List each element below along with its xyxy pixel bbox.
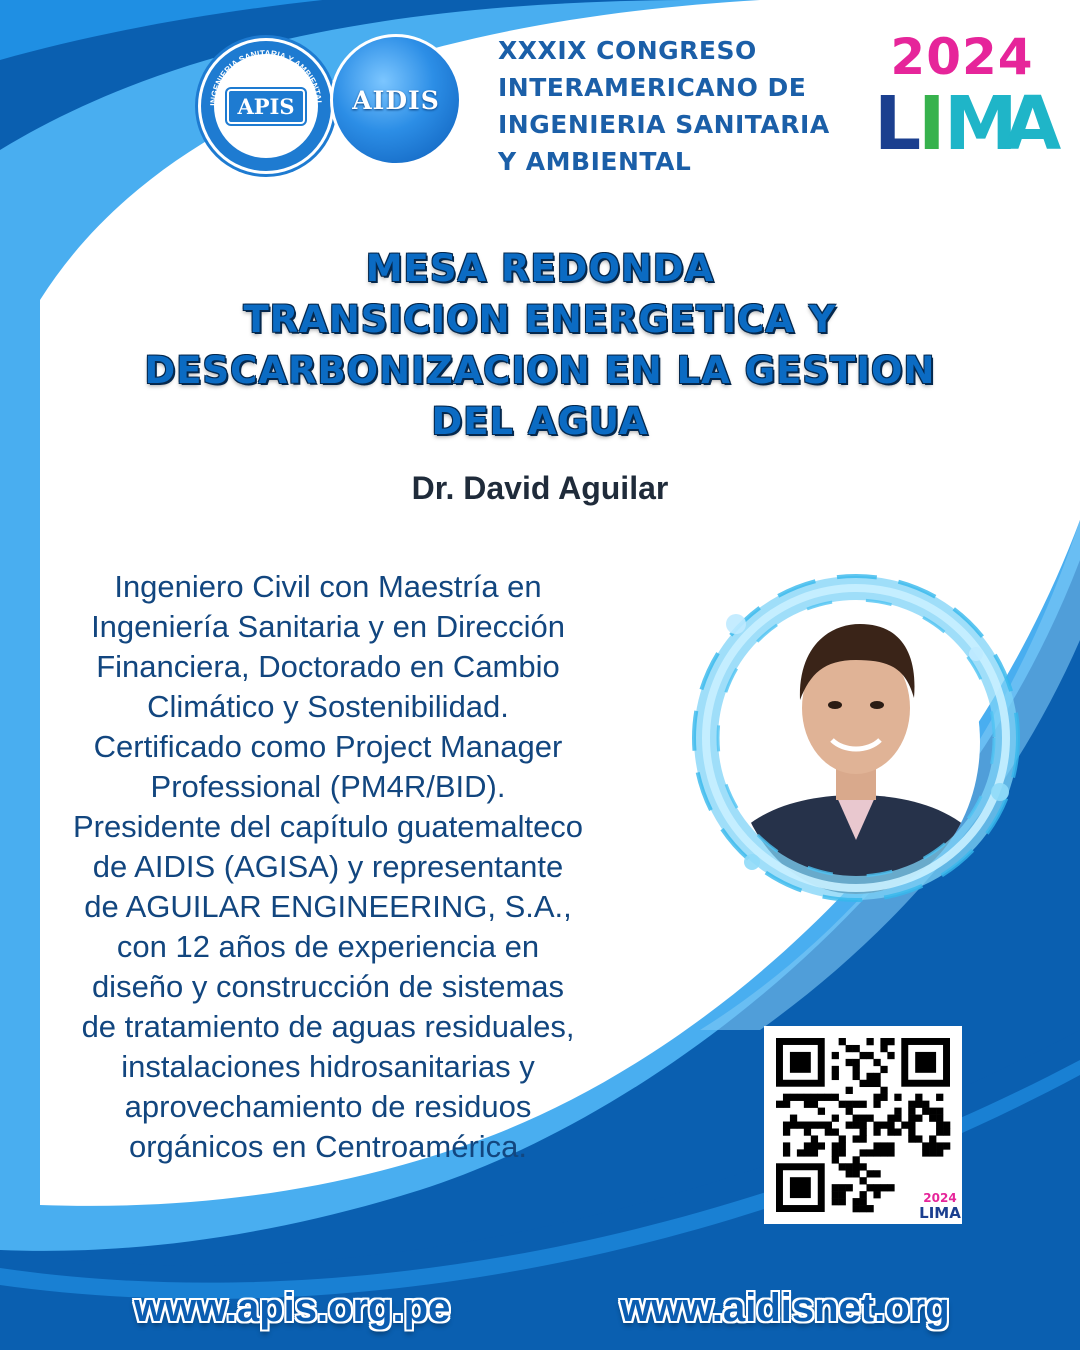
- aidis-website-link[interactable]: www.aidisnet.org: [620, 1286, 950, 1330]
- bio-line: diseño y construcción de sistemas: [91, 969, 565, 1004]
- qr-module: [839, 1101, 846, 1108]
- qr-module: [790, 1122, 797, 1129]
- title-line: DEL AGUA: [431, 400, 649, 443]
- qr-module: [790, 1115, 797, 1122]
- qr-module: [894, 1115, 901, 1122]
- bio-line: Ingeniería Sanitaria y en Dirección: [91, 609, 565, 644]
- qr-module: [887, 1142, 894, 1149]
- qr-module: [846, 1184, 853, 1191]
- qr-module: [853, 1073, 860, 1080]
- bio-line: de tratamiento de aguas residuales,: [81, 1009, 575, 1044]
- qr-module: [783, 1149, 790, 1156]
- qr-module: [866, 1149, 873, 1156]
- qr-module: [936, 1142, 943, 1149]
- qr-module: [839, 1038, 846, 1045]
- congress-line: Y AMBIENTAL: [498, 147, 692, 176]
- qr-module: [811, 1135, 818, 1142]
- qr-module: [832, 1191, 839, 1198]
- qr-module: [860, 1115, 867, 1122]
- bio-line: de AIDIS (AGISA) y representante: [92, 849, 564, 884]
- svg-text:INGENIERIA SANITARIA Y AMBIENT: [208, 48, 324, 106]
- qr-module: [866, 1073, 873, 1080]
- qr-module: [839, 1163, 846, 1170]
- qr-module: [804, 1101, 811, 1108]
- qr-module: [832, 1052, 839, 1059]
- qr-module: [853, 1115, 860, 1122]
- qr-code-pattern: [764, 1026, 962, 1224]
- qr-module: [866, 1205, 873, 1212]
- apis-logo-text: APIS: [227, 89, 304, 124]
- apis-ring-text: [198, 38, 334, 174]
- qr-module: [943, 1122, 950, 1129]
- bio-line: Financiera, Doctorado en Cambio: [96, 649, 560, 684]
- qr-module: [853, 1066, 860, 1073]
- qr-module: [929, 1108, 936, 1115]
- qr-finder-pattern: [776, 1038, 825, 1087]
- qr-badge-year: 2024: [923, 1191, 957, 1205]
- qr-module: [818, 1142, 825, 1149]
- qr-module: [832, 1198, 839, 1205]
- qr-module: [825, 1122, 832, 1129]
- qr-module: [894, 1094, 901, 1101]
- qr-module: [804, 1094, 811, 1101]
- qr-module: [908, 1108, 915, 1115]
- qr-module: [922, 1101, 929, 1108]
- qr-module: [839, 1191, 846, 1198]
- bio-line: Professional (PM4R/BID).: [150, 769, 506, 804]
- qr-module: [936, 1149, 943, 1156]
- qr-module: [908, 1135, 915, 1142]
- qr-module: [846, 1059, 853, 1066]
- qr-module: [880, 1142, 887, 1149]
- qr-module: [860, 1198, 867, 1205]
- qr-module: [908, 1115, 915, 1122]
- qr-module: [832, 1149, 839, 1156]
- qr-module: [936, 1128, 943, 1135]
- congress-heading: [498, 32, 858, 180]
- qr-module: [860, 1122, 867, 1129]
- qr-module: [873, 1080, 880, 1087]
- qr-module: [832, 1094, 839, 1101]
- qr-module: [887, 1038, 894, 1045]
- qr-module: [860, 1052, 867, 1059]
- apis-website-link[interactable]: www.apis.org.pe: [134, 1286, 451, 1330]
- qr-module: [873, 1142, 880, 1149]
- qr-module: [804, 1142, 811, 1149]
- qr-module: [853, 1059, 860, 1066]
- qr-finder-pattern: [901, 1038, 950, 1087]
- qr-module: [846, 1108, 853, 1115]
- qr-module: [832, 1066, 839, 1073]
- qr-module: [860, 1205, 867, 1212]
- bio-line: Ingeniero Civil con Maestría en: [114, 569, 542, 604]
- qr-module: [783, 1142, 790, 1149]
- lima-logo-icon: [874, 81, 1062, 167]
- qr-module: [873, 1170, 880, 1177]
- qr-module: [887, 1149, 894, 1156]
- qr-module: [922, 1142, 929, 1149]
- qr-module: [908, 1128, 915, 1135]
- water-ring-icon: [680, 562, 1032, 914]
- qr-module: [880, 1045, 887, 1052]
- qr-module: [860, 1191, 867, 1198]
- qr-module: [936, 1115, 943, 1122]
- qr-module: [922, 1149, 929, 1156]
- qr-module: [818, 1122, 825, 1129]
- qr-module: [818, 1094, 825, 1101]
- qr-module: [811, 1101, 818, 1108]
- lima-letter: A: [1004, 81, 1062, 167]
- qr-module: [839, 1135, 846, 1142]
- apis-ring-top: INGENIERIA SANITARIA Y AMBIENTAL: [207, 47, 325, 106]
- qr-module: [915, 1094, 922, 1101]
- title-line: MESA REDONDA: [365, 247, 715, 290]
- qr-module: [853, 1156, 860, 1163]
- qr-module: [866, 1080, 873, 1087]
- qr-module: [825, 1128, 832, 1135]
- qr-finder-pattern: [776, 1163, 825, 1212]
- qr-module: [832, 1115, 839, 1122]
- qr-module: [880, 1066, 887, 1073]
- qr-module: [853, 1122, 860, 1129]
- qr-module: [929, 1149, 936, 1156]
- qr-module: [853, 1198, 860, 1205]
- qr-module: [936, 1122, 943, 1129]
- qr-module: [783, 1128, 790, 1135]
- qr-module: [887, 1115, 894, 1122]
- event-title: [90, 243, 990, 447]
- qr-module: [846, 1101, 853, 1108]
- qr-module: [797, 1149, 804, 1156]
- svg-text:ASOCIACION PERUANA: [224, 128, 309, 158]
- speaker-bio: [28, 567, 628, 1167]
- qr-module: [873, 1128, 880, 1135]
- qr-module: [873, 1191, 880, 1198]
- qr-module: [790, 1094, 797, 1101]
- qr-badge-city: LIMA: [919, 1204, 961, 1222]
- qr-module: [908, 1122, 915, 1129]
- bio-line: Certificado como Project Manager: [93, 729, 563, 764]
- qr-module: [880, 1184, 887, 1191]
- qr-module: [873, 1059, 880, 1066]
- qr-module: [887, 1184, 894, 1191]
- qr-module: [873, 1101, 880, 1108]
- qr-module: [866, 1115, 873, 1122]
- apis-ring-bottom: ASOCIACION PERUANA: [223, 127, 309, 159]
- qr-module: [853, 1205, 860, 1212]
- qr-module: [943, 1128, 950, 1135]
- qr-module: [908, 1101, 915, 1108]
- qr-module: [811, 1149, 818, 1156]
- bio-line: de AGUILAR ENGINEERING, S.A.,: [84, 889, 572, 924]
- bio-line: con 12 años de experiencia en: [116, 929, 540, 964]
- bio-line: instalaciones hidrosanitarias y: [121, 1049, 535, 1084]
- qr-module: [846, 1045, 853, 1052]
- qr-module: [915, 1115, 922, 1122]
- aidis-globe-icon: [330, 34, 462, 166]
- qr-module: [894, 1108, 901, 1115]
- bio-line: aprovechamiento de residuos: [124, 1089, 532, 1124]
- qr-module: [880, 1038, 887, 1045]
- qr-module: [853, 1170, 860, 1177]
- qr-module: [846, 1122, 853, 1129]
- qr-module: [873, 1122, 880, 1129]
- lima-letter: L: [874, 81, 922, 167]
- qr-module: [860, 1163, 867, 1170]
- qr-module: [818, 1108, 825, 1115]
- qr-module: [832, 1073, 839, 1080]
- qr-module: [915, 1101, 922, 1108]
- qr-module: [811, 1094, 818, 1101]
- congress-line: XXXIX CONGRESO: [498, 36, 757, 65]
- qr-module: [880, 1149, 887, 1156]
- qr-module: [804, 1149, 811, 1156]
- qr-module: [943, 1142, 950, 1149]
- qr-module: [825, 1094, 832, 1101]
- qr-module: [832, 1156, 839, 1163]
- qr-module: [783, 1122, 790, 1129]
- qr-module: [811, 1122, 818, 1129]
- qr-module: [832, 1184, 839, 1191]
- title-line: DESCARBONIZACION EN LA GESTION: [144, 349, 936, 392]
- speaker-name: Dr. David Aguilar: [411, 470, 669, 506]
- qr-module: [873, 1073, 880, 1080]
- qr-module: [832, 1128, 839, 1135]
- bio-line: orgánicos en Centroamérica.: [128, 1129, 528, 1164]
- qr-module: [797, 1094, 804, 1101]
- qr-module: [846, 1087, 853, 1094]
- qr-module: [880, 1087, 887, 1094]
- lima-letter: M: [944, 81, 1018, 167]
- qr-module: [853, 1163, 860, 1170]
- qr-module: [804, 1128, 811, 1135]
- qr-module: [915, 1135, 922, 1142]
- qr-module: [853, 1135, 860, 1142]
- qr-module: [846, 1163, 853, 1170]
- qr-code-icon[interactable]: [764, 1026, 962, 1224]
- bio-line: Climático y Sostenibilidad.: [147, 689, 509, 724]
- congress-line: INGENIERIA SANITARIA: [498, 110, 830, 139]
- qr-module: [804, 1122, 811, 1129]
- qr-module: [887, 1128, 894, 1135]
- qr-module: [839, 1198, 846, 1205]
- qr-module: [922, 1108, 929, 1115]
- qr-module: [873, 1149, 880, 1156]
- qr-module: [776, 1101, 783, 1108]
- qr-module: [860, 1177, 867, 1184]
- title-line: TRANSICION ENERGETICA Y: [243, 298, 837, 341]
- qr-module: [873, 1184, 880, 1191]
- qr-module: [880, 1094, 887, 1101]
- lima-letter: I: [918, 81, 946, 167]
- qr-module: [894, 1128, 901, 1135]
- qr-module: [929, 1135, 936, 1142]
- qr-module: [929, 1115, 936, 1122]
- qr-module: [839, 1149, 846, 1156]
- qr-module: [887, 1122, 894, 1129]
- aidis-logo-text: AIDIS: [352, 85, 440, 115]
- qr-module: [853, 1045, 860, 1052]
- qr-module: [853, 1101, 860, 1108]
- qr-module: [811, 1142, 818, 1149]
- qr-module: [880, 1122, 887, 1129]
- qr-module: [866, 1184, 873, 1191]
- qr-module: [860, 1080, 867, 1087]
- qr-module: [846, 1170, 853, 1177]
- qr-module: [866, 1038, 873, 1045]
- qr-module: [860, 1135, 867, 1142]
- qr-module: [873, 1094, 880, 1101]
- qr-module: [929, 1142, 936, 1149]
- qr-module: [832, 1142, 839, 1149]
- lima-logo-year: 2024: [890, 28, 1034, 86]
- qr-module: [783, 1094, 790, 1101]
- qr-module: [839, 1184, 846, 1191]
- qr-module: [936, 1108, 943, 1115]
- qr-module: [783, 1101, 790, 1108]
- qr-module: [797, 1122, 804, 1129]
- qr-module: [866, 1170, 873, 1177]
- bio-line: Presidente del capítulo guatemalteco: [72, 809, 584, 844]
- qr-module: [860, 1101, 867, 1108]
- qr-module: [866, 1052, 873, 1059]
- congress-line: INTERAMERICANO DE: [498, 73, 807, 102]
- qr-module: [936, 1094, 943, 1101]
- qr-module: [901, 1122, 908, 1129]
- qr-module: [860, 1128, 867, 1135]
- qr-module: [887, 1052, 894, 1059]
- qr-module: [860, 1149, 867, 1156]
- qr-module: [839, 1142, 846, 1149]
